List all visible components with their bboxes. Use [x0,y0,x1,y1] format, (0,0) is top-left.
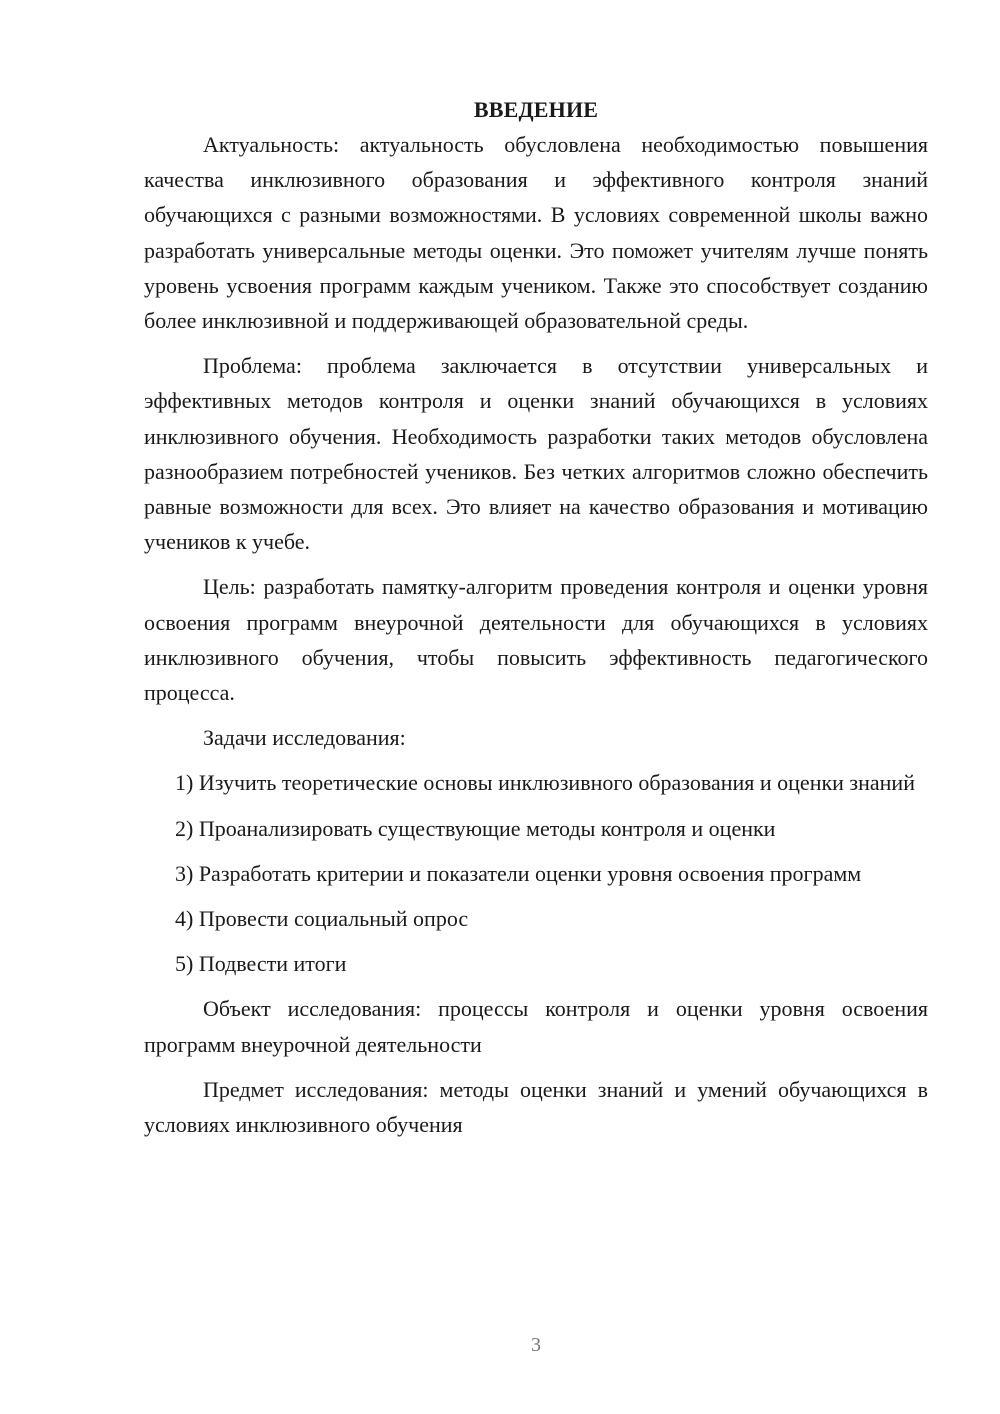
task-item-1: 1) Изучить теоретические основы инклюзивного образования и оценки знаний [175,770,915,796]
paragraph-relevance: Актуальность: актуальность обусловлена необходимостью повышения качества инклюзивного образования и эффективного контроля знаний обучающихся с разными возможностями. В условиях современной школы важно разработать универсальные методы оценки. Это поможет учителям лучше понять уровень усвоения программ каждым учеником. Также это способствует созданию более инклюзивной и поддерживающей образовательной среды. [144,132,928,334]
task-item-2: 2) Проанализировать существующие методы контроля и оценки [175,815,776,841]
page-number: 3 [531,1334,541,1356]
tasks-heading: Задачи исследования: [203,725,406,751]
paragraph-goal: Цель: разработать памятку-алгоритм проведения контроля и оценки уровня освоения программ внеурочной деятельности для обучающихся в условиях инклюзивного обучения, чтобы повысить эффективность педагогического процесса. [144,574,928,706]
task-item-5: 5) Подвести итоги [175,951,347,977]
paragraph-subject: Предмет исследования: методы оценки знаний и умений обучающихся в условиях инклюзивного обучения [144,1076,928,1138]
paragraph-object: Объект исследования: процессы контроля и оценки уровня освоения программ внеурочной деятельности [144,996,928,1057]
task-item-3: 3) Разработать критерии и показатели оценки уровня освоения программ [175,860,862,886]
task-item-4: 4) Провести социальный опрос [175,906,469,932]
paragraph-problem: Проблема: проблема заключается в отсутствии универсальных и эффективных методов контроля и оценки знаний обучающихся в условиях инклюзивного обучения. Необходимость разработки таких методов обусловлена разнообразием потребностей учеников. Без четких алгоритмов сложно обеспечить равные возможности для всех. Это влияет на качество образования и мотивацию учеников к учебе. [144,353,928,555]
document-page [144,95,928,1152]
page-title: ВВЕДЕНИЕ [473,97,599,122]
